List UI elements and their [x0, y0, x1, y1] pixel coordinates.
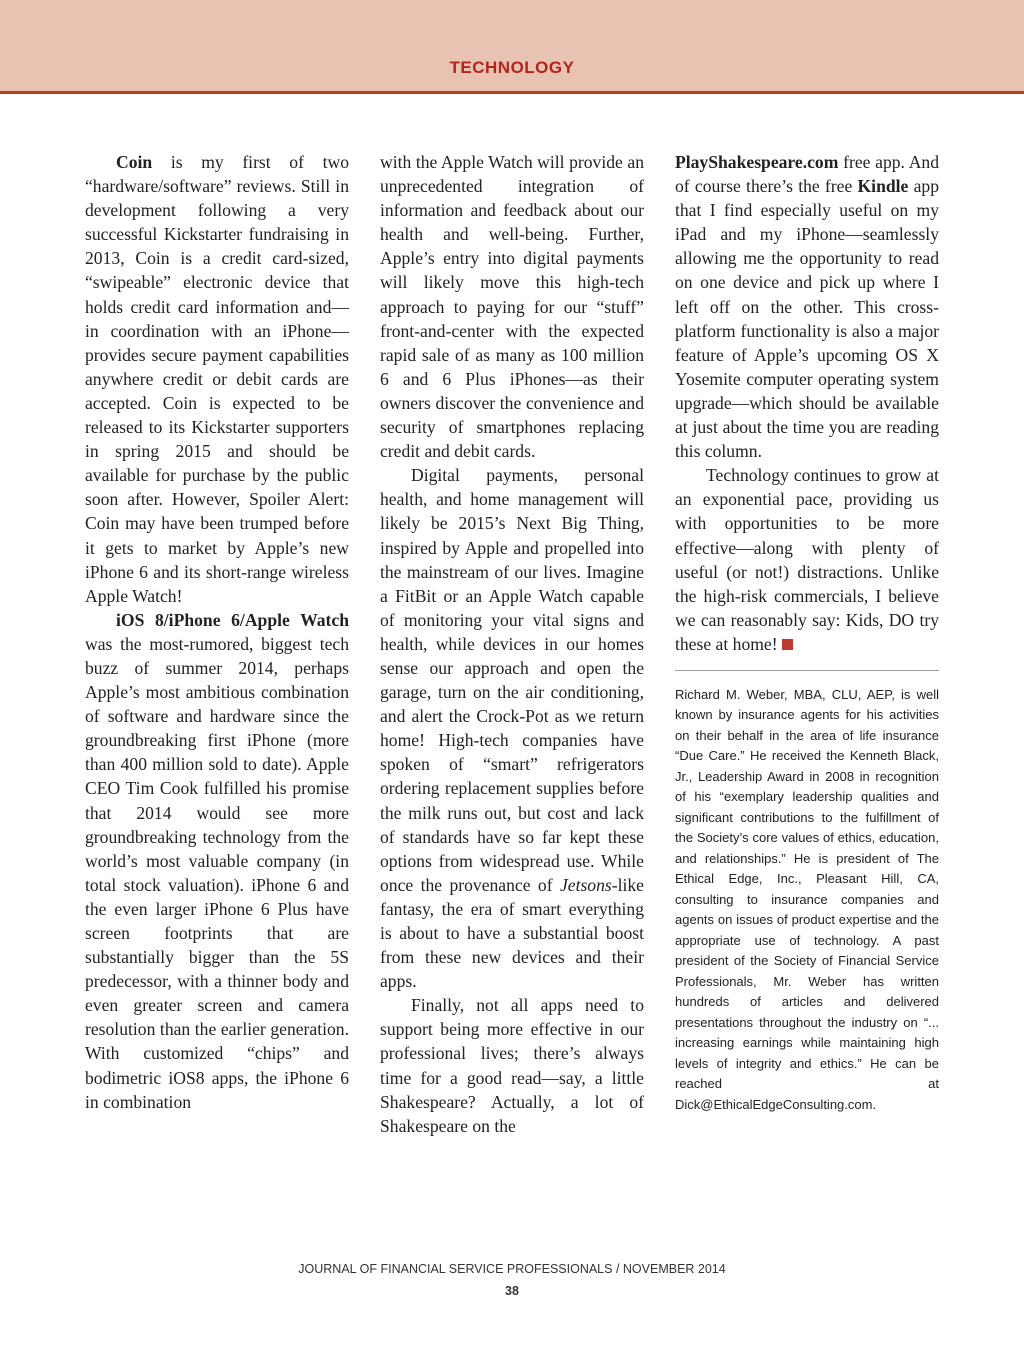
kindle-name: Kindle [857, 176, 909, 197]
footer-journal-title: JOURNAL OF FINANCIAL SERVICE PROFESSIONALS / NOVEMBER 2014 [298, 1262, 726, 1276]
column-2 [380, 150, 644, 1138]
paragraph-finally: Finally, not all apps need to support being more effective in our professional lives; there’s always time for a good read—say, a little Shakespeare? Actually, a lot of Shakespeare on the [380, 995, 644, 1136]
square-end-mark-icon [782, 639, 793, 650]
ios8-heading: iOS 8/iPhone 6/Apple Watch [116, 609, 349, 630]
page-number: 38 [505, 1284, 519, 1298]
paragraph-playshakespeare: PlayShakespeare.com free app. And of course there’s the free Kindle app that I find especially useful on my iPad and my iPhone—seamlessly allowing me the opportunity to read on one device and pick up where I left off on the other. This cross-platform functionality is also a major feature of Apple’s upcoming OS X Yosemite computer operating system upgrade—which should be available at just about the time you are reading this column. [675, 152, 939, 462]
paragraph-coin: Coin is my first of two “hardware/software” reviews. Still in development following a very successful Kickstarter fundraising in 2013, Coin is a credit card-sized, “swipeable” electronic device that holds credit card information and—in coordination with an iPhone—provides secure payment capabilities anywhere credit or debit cards are accepted. Coin is expected to be released to its Kickstarter supporters in spring 2015 and should be available for purchase by the public soon after. However, Spoiler Alert: Coin may have been trumped before it gets to market by Apple’s new iPhone 6 and its short-range wireless Apple Watch! [85, 152, 349, 606]
playshakespeare-name: PlayShakespeare.com [675, 152, 839, 172]
paragraph-digital-payments: Digital payments, personal health, and home management will likely be 2015’s Next Big Thing, inspired by Apple and propelled into the mainstream of our lives. Imagine a FitBit or an Apple Watch capable of monitoring your vital signs and health, while devices in our homes sense our approach and open the garage, turn on the air conditioning, and alert the Crock-Pot as we return home! High-tech companies have spoken of “smart” refrigerators ordering replacement supplies before the milk runs out, but cost and lack of standards have so far kept these options from widespread use. While once the provenance of Jetsons-like fantasy, the era of smart everything is about to have a substantial boost from these new devices and their apps. [380, 465, 644, 992]
author-bio: Richard M. Weber, MBA, CLU, AEP, is well known by insurance agents for his activities on their behalf in the area of life insurance “Due Care.” He received the Kenneth Black, Jr., Leadership Award in 2008 in recognition of his “exemplary leadership qualities and significant contributions to the fulfillment of the Society’s core values of ethics, education, and relationships.” He is president of The Ethical Edge, Inc., Pleasant Hill, CA, consulting to insurance companies and agents on issues of product expertise and the appropriate use of technology. A past president of the Society of Financial Service Professionals, Mr. Weber has written hundreds of articles and delivered presentations throughout the industry on “... increasing earnings while maintaining high levels of integrity and ethics.” He can be reached at Dick@EthicalEdgeConsulting.com. [675, 670, 939, 1116]
paragraph-continued: with the Apple Watch will provide an unprecedented integration of information and feedback about our health and well-being. Further, Apple’s entry into digital payments will likely move this high-tech approach to paying for our “stuff” front-and-center with the expected rapid sale of as many as 100 million 6 and 6 Plus iPhones—as their owners discover the convenience and security of smartphones replacing credit and debit cards. [380, 152, 644, 462]
coin-heading: Coin [116, 152, 153, 172]
header-band [0, 0, 1024, 94]
column-3 [675, 150, 939, 1115]
paragraph-conclusion: Technology continues to grow at an exponential pace, providing us with opportunities to be more effective—along with plenty of useful (or not!) distractions. Unlike the high-risk commercials, I believe we can reasonably say: Kids, DO try these at home! [675, 465, 939, 654]
paragraph-ios8: iOS 8/iPhone 6/Apple Watch was the most-rumored, biggest tech buzz of summer 2014, perhaps Apple’s most ambitious combination of software and hardware since the groundbreaking first iPhone (more than 400 million sold to date). Apple CEO Tim Cook fulfilled his promise that 2014 would see more groundbreaking technology from the world’s most valuable company (in total stock valuation). iPhone 6 and the even larger iPhone 6 Plus have screen footprints that are substantially bigger than the 5S predecessor, with a thinner body and even greater screen and camera resolution than the earlier generation. With customized “chips” and bodimetric iOS8 apps, the iPhone 6 in combination [85, 609, 349, 1112]
column-1 [85, 150, 349, 1114]
section-title: TECHNOLOGY [449, 58, 575, 77]
